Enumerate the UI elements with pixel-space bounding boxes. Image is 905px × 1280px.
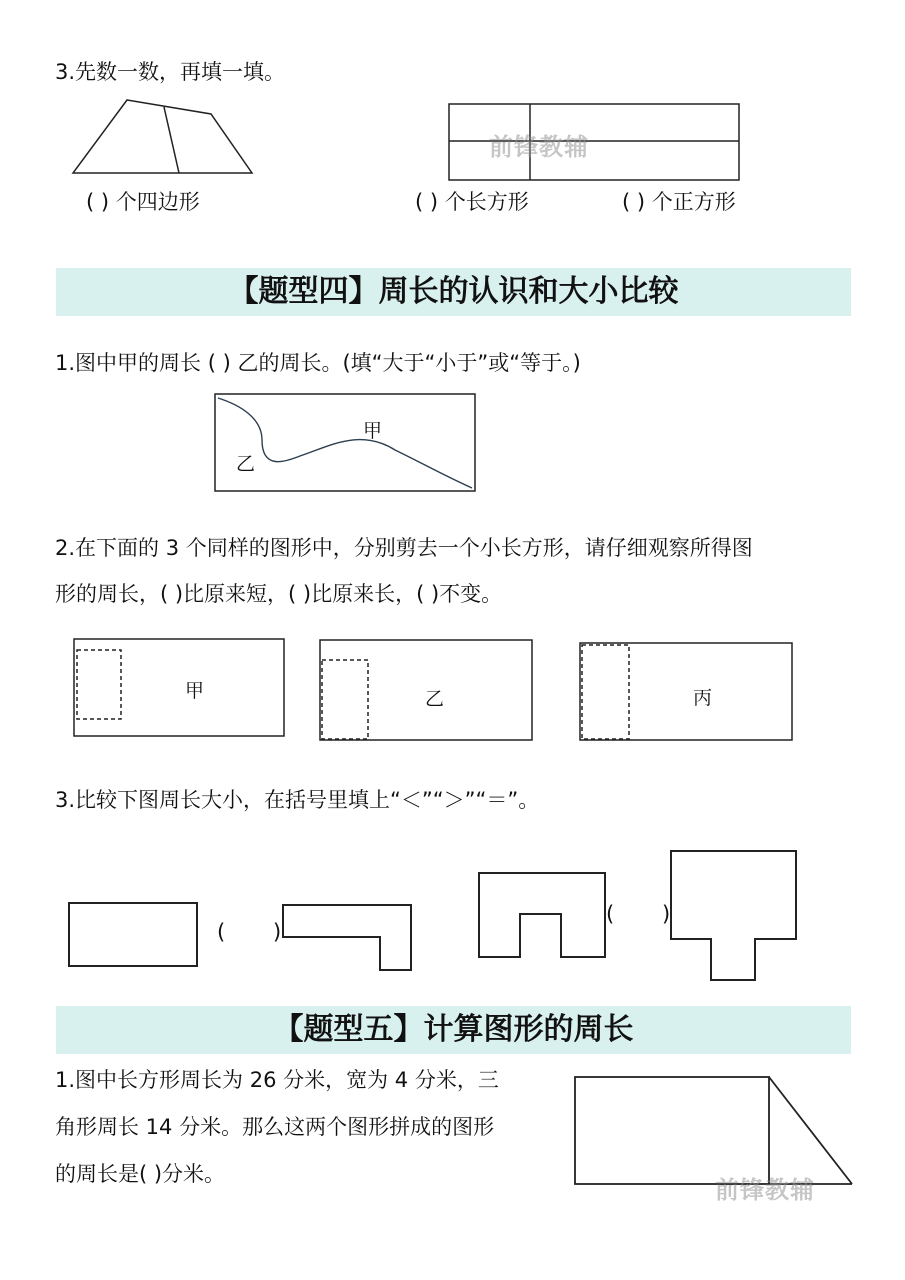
watermark-top: 前锋教辅 (489, 133, 589, 161)
label-yi-rect: 乙 (425, 688, 445, 710)
section-4-banner (56, 268, 851, 316)
comparison-t-shape (671, 851, 796, 980)
paren-2-open[interactable]: ( (606, 902, 615, 926)
label-yi-curve: 乙 (236, 453, 256, 475)
question-3-count: 3.先数一数，再填一填。 (55, 60, 286, 84)
curve-rectangle-figure (215, 394, 475, 491)
rect-bing (580, 643, 792, 740)
section-5-banner (56, 1006, 851, 1054)
watermark-bottom: 前锋教辅 (715, 1176, 815, 1204)
rect-jia (74, 639, 284, 736)
paren-1-open[interactable]: ( (217, 920, 226, 944)
label-jia-rect: 甲 (185, 680, 205, 702)
rectangle-triangle-figure (575, 1077, 852, 1184)
comparison-l-shape (283, 905, 411, 970)
label-jia-curve: 甲 (363, 420, 383, 442)
blank-square-count[interactable]: ( ) 个正方形 (622, 190, 736, 214)
section-5-question-1-line-2: 角形周长 14 分米。那么这两个图形拼成的图形 (55, 1115, 495, 1139)
section-4-question-2-line-1: 2.在下面的 3 个同样的图形中，分别剪去一个小长方形，请仔细观察所得图 (55, 536, 753, 560)
section-4-question-1: 1.图中甲的周长 ( ) 乙的周长。(填“大于“小于”或“等于。) (55, 351, 581, 375)
comparison-rectangle (69, 903, 197, 966)
trapezoid-figure (73, 100, 252, 173)
section-4-title: 【题型四】周长的认识和大小比较 (228, 274, 679, 309)
paren-2-close[interactable]: ) (662, 902, 671, 926)
section-5-question-1-line-3: 的周长是( )分米。 (55, 1162, 226, 1186)
section-4-question-2-line-2: 形的周长，( )比原来短，( )比原来长，( )不变。 (55, 582, 503, 606)
blank-quadrilateral-count[interactable]: ( ) 个四边形 (86, 190, 200, 214)
section-4-question-3: 3.比较下图周长大小，在括号里填上“＜”“＞”“＝”。 (55, 788, 540, 812)
section-5-question-1-line-1: 1.图中长方形周长为 26 分米，宽为 4 分米，三 (55, 1068, 499, 1092)
comparison-arch-shape (479, 873, 605, 957)
label-bing-rect: 丙 (693, 687, 713, 709)
paren-1-close[interactable]: ) (273, 920, 282, 944)
blank-rectangle-count[interactable]: ( ) 个长方形 (415, 190, 529, 214)
section-5-title: 【题型五】计算图形的周长 (273, 1012, 634, 1047)
